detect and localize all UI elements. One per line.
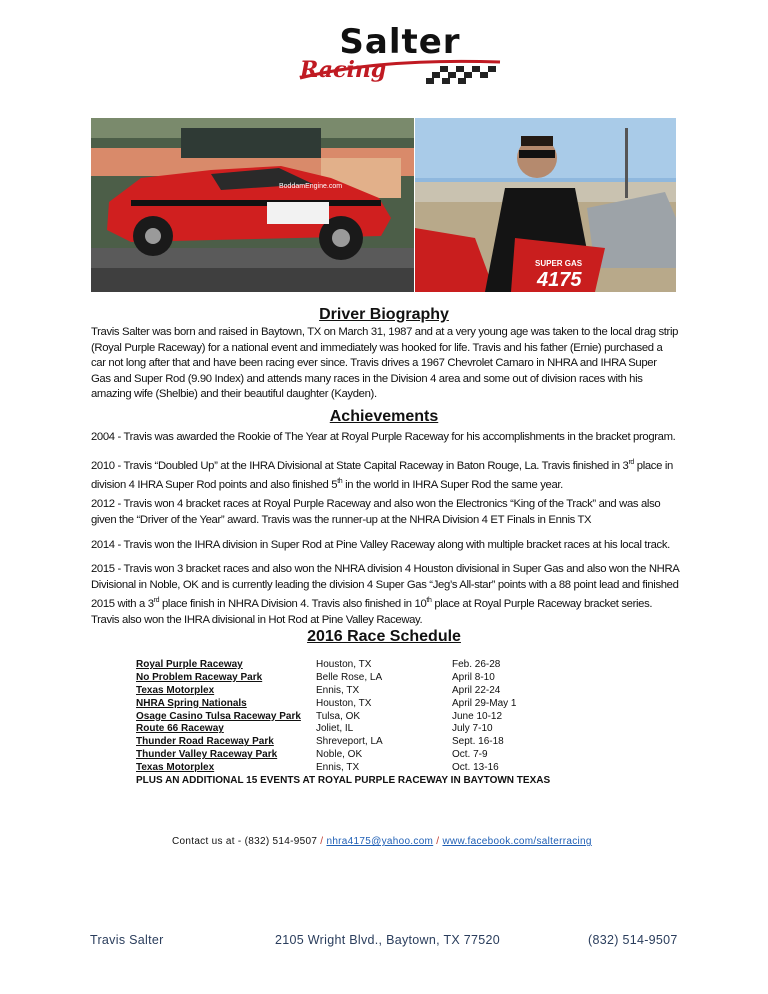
schedule-row (136, 685, 696, 698)
date: Feb. 26-28 (452, 659, 501, 670)
location: Joliet, IL (316, 723, 354, 735)
schedule-heading: 2016 Race Schedule (307, 628, 461, 645)
car-sign-text: BoddamEngine.com (279, 183, 343, 190)
additional-events-note: PLUS AN ADDITIONAL 15 EVENTS AT ROYAL PURPLE RACEWAY IN BAYTOWN TEXAS (136, 775, 551, 787)
venue: Thunder Road Raceway Park (136, 736, 274, 748)
location: Houston, TX (316, 659, 372, 670)
schedule-row (136, 723, 696, 736)
date: Sept. 16-18 (452, 736, 504, 748)
bio-heading: Driver Biography (319, 306, 449, 323)
date: April 22-24 (452, 684, 501, 696)
schedule-row (136, 749, 696, 762)
logo-script: Racing (300, 57, 387, 83)
venue: Osage Casino Tulsa Raceway Park (136, 710, 301, 722)
achievement-2012: 2012 - Travis won 4 bracket races at Royal Purple Raceway and also won the Electronics “King of the Track” and was also given the “Driver of the Year” award. Travis was the runner-up at the NHRA Division 4 ET Finals in Ennis TX (91, 498, 661, 526)
schedule-row (136, 762, 696, 775)
schedule-row (136, 698, 696, 711)
footer-phone: (832) 514-9507 (588, 933, 678, 947)
schedule-row (136, 659, 696, 672)
car-door-text: SUPER GAS (535, 259, 583, 268)
date: Oct. 13-16 (452, 762, 499, 774)
venue: Texas Motorplex (136, 684, 215, 696)
location: Ennis, TX (316, 684, 360, 696)
separator: / (433, 836, 443, 847)
schedule-row (136, 711, 696, 724)
venue: No Problem Raceway Park (136, 671, 263, 683)
venue: Thunder Valley Raceway Park (136, 749, 278, 761)
venue: Royal Purple Raceway (136, 659, 243, 670)
date: April 8-10 (452, 671, 495, 683)
schedule-row (136, 672, 696, 685)
venue: Texas Motorplex (136, 762, 215, 774)
car-number: 4175 (537, 269, 582, 291)
contact-prefix: Contact us at - (832) 514-9507 (172, 836, 318, 847)
race-schedule-table (136, 659, 696, 788)
footer-address: 2105 Wright Blvd., Baytown, TX 77520 (275, 933, 501, 947)
achievement-2004: 2004 - Travis was awarded the Rookie of The Year at Royal Purple Raceway for his accomplishments in the bracket program. (91, 431, 676, 443)
venue: Route 66 Raceway (136, 723, 224, 735)
email-link[interactable]: nhra4175@yahoo.com (326, 836, 434, 847)
achievement-2014: 2014 - Travis won the IHRA division in Super Rod at Pine Valley Raceway along with multiple bracket races at his local track. (91, 539, 670, 551)
bio-text: Travis Salter was born and raised in Baytown, TX on March 31, 1987 and at a very young age was taken to the local drag strip (Royal Purple Raceway) for a national event and immediately was hooked for life. Travis and his father (Ernie) purchased a car not long after that and have been racing ever since. Travis drives a 1967 Chevrolet Camaro in NHRA and IHRA Super Gas and Super Rod (9.90 Index) and attends many races in the Division 4 area and some out of division races with his amazing wife (Shelbie) and their beautiful daughter (Kayden). (91, 326, 679, 401)
location: Houston, TX (316, 697, 372, 709)
location: Noble, OK (316, 749, 363, 761)
contact-line (172, 836, 592, 847)
location: Shreveport, LA (316, 736, 383, 748)
logo-title: Salter (339, 22, 461, 62)
separator: / (317, 836, 327, 847)
camaro-race-photo (91, 118, 414, 292)
location: Tulsa, OK (316, 710, 361, 722)
date: April 29-May 1 (452, 697, 517, 709)
date: July 7-10 (452, 723, 493, 735)
venue: NHRA Spring Nationals (136, 697, 247, 709)
location: Belle Rose, LA (316, 671, 383, 683)
driver-portrait-photo (415, 118, 676, 292)
date: June 10-12 (452, 710, 503, 722)
footer-name: Travis Salter (90, 933, 164, 947)
salter-racing-logo (290, 22, 510, 84)
date: Oct. 7-9 (452, 749, 488, 761)
achievement-2015: 2015 - Travis won 3 bracket races and also won the NHRA division 4 Houston divisional in Super Gas and also won the NHRA Divisional in Noble, OK and is currently leading the division 4 Super Gas “Jeg’s All-star” points with a 88 point lead and finished 2015 with a 3rd place finish in NHRA Division 4. Travis also finished in 10th place at Royal Purple Raceway bracket series. Travis also won the IHRA divisional in Hot Rod at Pine Valley Raceway. (91, 563, 679, 626)
achievements-heading: Achievements (329, 408, 439, 425)
location: Ennis, TX (316, 762, 360, 774)
schedule-row (136, 736, 696, 749)
facebook-link[interactable]: www.facebook.com/salterracing (442, 836, 592, 847)
achievement-2010: 2010 - Travis “Doubled Up” at the IHRA Divisional at State Capital Raceway in Baton Rouge, La. Travis finished in 3rd place in division 4 IHRA Super Rod points and also finished 5th in the world in IHRA Super Rod the same year. (91, 459, 673, 492)
